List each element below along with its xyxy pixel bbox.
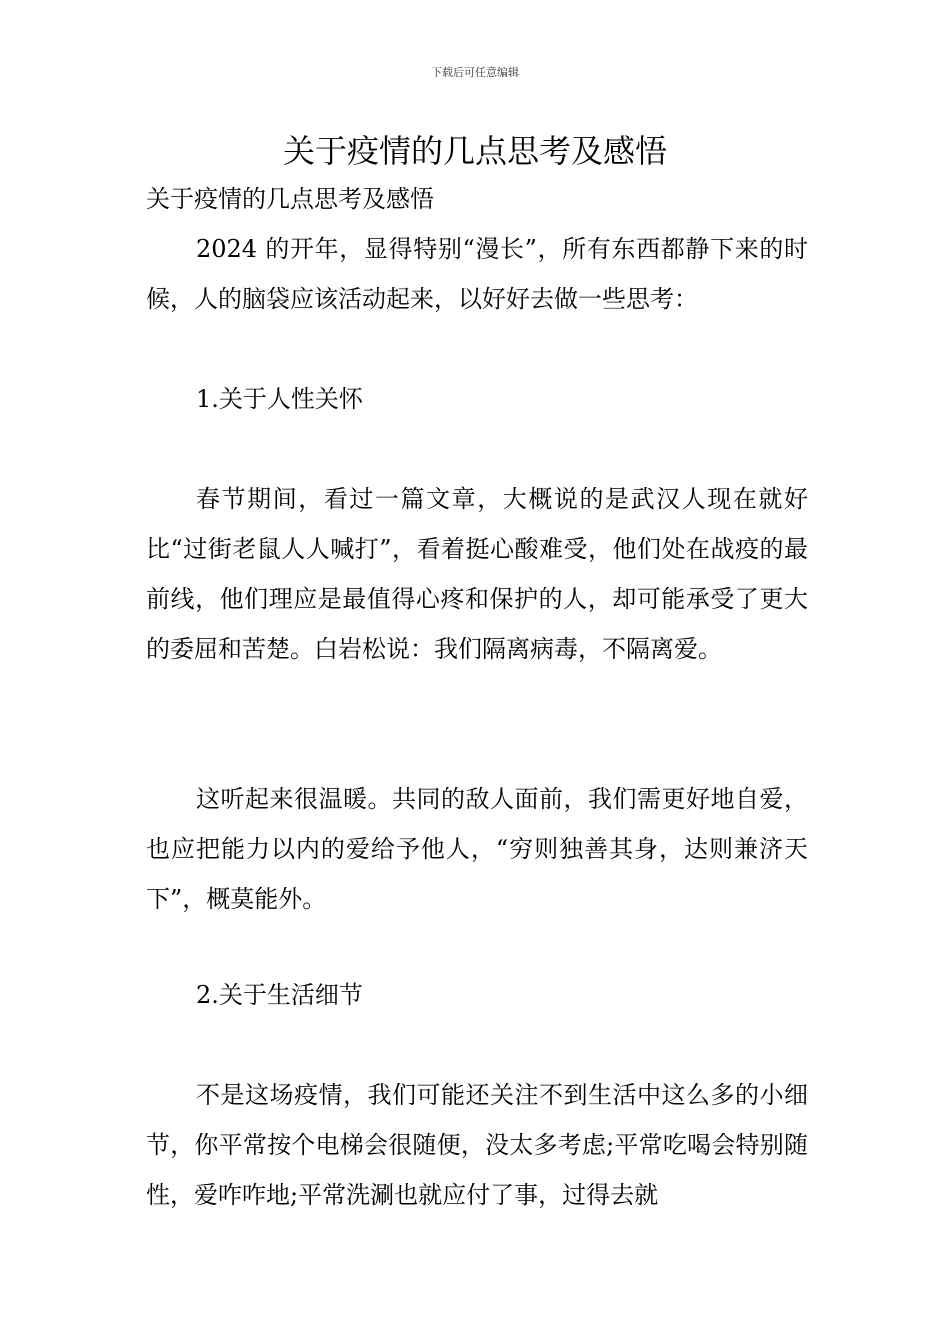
- subtitle: 关于疫情的几点思考及感悟: [146, 185, 434, 213]
- header-note: 下载后可任意编辑: [431, 66, 519, 79]
- section-heading-1: 1.关于人性关怀: [196, 385, 363, 413]
- paragraph-2: 这听起来很温暖。共同的敌人面前，我们需更好地自爱，也应把能力以内的爱给予他人，“穷则独善其身，达则兼济天下”，概莫能外。: [146, 785, 808, 913]
- section-heading-2: 2.关于生活细节: [196, 981, 363, 1009]
- paragraph-intro: 2024 的开年，显得特别“漫长”，所有东西都静下来的时候，人的脑袋应该活动起来，以好好去做一些思考：: [146, 235, 808, 313]
- paragraph-3: 不是这场疫情，我们可能还关注不到生活中这么多的小细节，你平常按个电梯会很随便，没太多考虑;平常吃喝会特别随性，爱咋咋地;平常洗涮也就应付了事，过得去就: [146, 1081, 808, 1209]
- page-title: 关于疫情的几点思考及感悟: [282, 132, 667, 170]
- paragraph-1: 春节期间，看过一篇文章，大概说的是武汉人现在就好比“过街老鼠人人喊打”，看着挺心酸难受，他们处在战疫的最前线，他们理应是最值得心疼和保护的人，却可能承受了更大的委屈和苦楚。白岩松说：我们隔离病毒，不隔离爱。: [146, 485, 808, 663]
